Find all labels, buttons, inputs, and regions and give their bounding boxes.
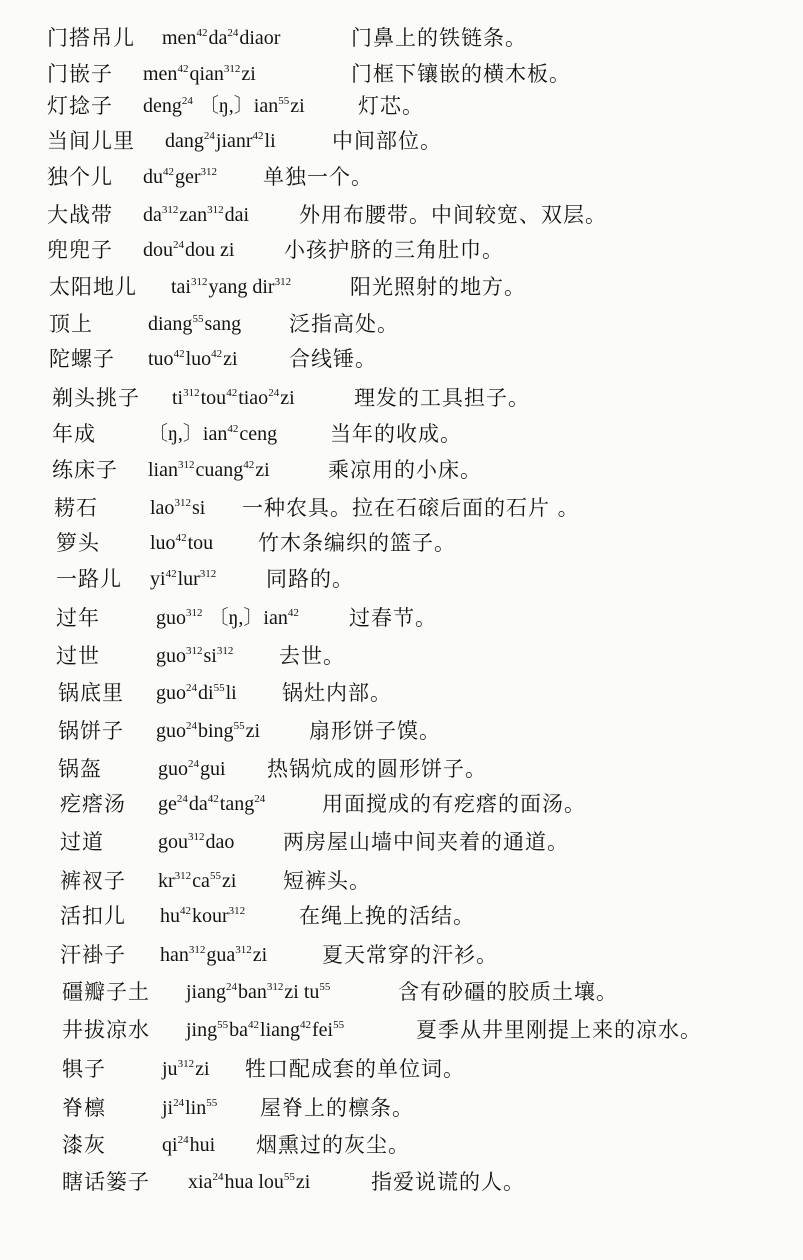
entry-definition: 灯芯。: [358, 94, 424, 118]
syllable: xia: [188, 1171, 213, 1193]
entry-term: 门搭吊儿: [47, 26, 135, 50]
syllable: lin: [185, 1097, 207, 1119]
syllable: zi: [255, 459, 270, 481]
tone-number: 55: [213, 682, 225, 694]
syllable: da: [208, 27, 228, 49]
entry-pronunciation: [158, 787, 266, 824]
syllable: zi: [245, 720, 260, 742]
entry-definition: 竹木条编织的篮子。: [258, 531, 456, 555]
syllable: zi: [295, 1171, 311, 1193]
entry-term: 锅饼子: [58, 719, 124, 743]
entry-pronunciation: [150, 526, 213, 563]
syllable: zi: [195, 1058, 210, 1080]
entry-term: 顶上: [49, 312, 93, 336]
syllable: ca: [192, 870, 210, 892]
tone-number: 42: [173, 348, 185, 360]
entry-term: 当间儿里: [47, 129, 135, 153]
tone-number: 312: [274, 276, 292, 288]
syllable: dou: [143, 239, 173, 261]
entry-pronunciation: [143, 233, 234, 270]
tone-number: 42: [287, 607, 299, 619]
syllable: kr: [158, 870, 175, 892]
tone-number: 42: [165, 568, 177, 580]
tone-number: 312: [177, 1058, 195, 1070]
entry-term: 兜兜子: [47, 238, 113, 262]
entry-pronunciation: [156, 714, 260, 751]
syllable: han: [160, 944, 189, 966]
syllable: zi tu: [284, 981, 320, 1003]
tone-number: 42: [180, 905, 191, 917]
tone-number: 24: [176, 793, 188, 805]
syllable: kour: [192, 905, 229, 927]
entry-pronunciation: [156, 639, 234, 676]
entry-definition: 外用布腰带。中间较宽、双层。: [299, 203, 607, 227]
entry-pronunciation: [160, 899, 246, 936]
tone-number: 42: [175, 532, 187, 544]
entry-pronunciation: [171, 270, 292, 307]
syllable: yang dir: [208, 276, 275, 298]
entry-term: 过世: [56, 644, 100, 668]
entry-definition: 合线锤。: [289, 347, 377, 371]
entry-definition: 门框下镶嵌的横木板。: [351, 62, 571, 86]
entry-term: 瞎话篓子: [62, 1170, 150, 1194]
entry-pronunciation: [148, 342, 238, 379]
entry-term: 疙瘩汤: [60, 792, 126, 816]
tone-number: 42: [226, 387, 238, 399]
tone-number: 24: [227, 27, 239, 39]
entry-definition: 当年的收成。: [330, 422, 462, 446]
syllable: du: [143, 166, 163, 188]
entry-definition: 热锅炕成的圆形饼子。: [267, 757, 487, 781]
tone-number: 42: [196, 27, 208, 39]
entry-definition: 牲口配成套的单位词。: [245, 1057, 465, 1081]
entry-term: 锅盔: [58, 757, 102, 781]
tone-number: 55: [209, 870, 221, 882]
entry-definition: 一种农具。拉在石磙后面的石片 。: [242, 496, 580, 520]
entry-definition: 两房屋山墙中间夹着的通道。: [283, 830, 569, 854]
syllable: lian: [148, 459, 178, 481]
syllable: deng: [143, 95, 182, 117]
entry-term: 门嵌子: [47, 62, 113, 86]
tone-number: 24: [203, 130, 215, 142]
syllable: guo: [156, 645, 186, 667]
entry-term: 太阳地儿: [49, 275, 137, 299]
syllable: zi: [252, 944, 268, 966]
entry-term: 活扣儿: [60, 904, 126, 928]
syllable: 〔ŋ,〕ian: [203, 607, 288, 629]
syllable: zi: [241, 63, 256, 85]
tone-number: 55: [333, 1019, 345, 1031]
syllable: tou: [187, 532, 214, 554]
entry-term: 过道: [60, 830, 104, 854]
syllable: da: [188, 793, 208, 815]
syllable: dai: [224, 204, 250, 226]
entry-term: 一路儿: [56, 567, 122, 591]
syllable: lur: [177, 568, 200, 590]
entry-pronunciation: [158, 864, 236, 901]
syllable: guo: [156, 720, 186, 742]
tone-number: 55: [192, 313, 204, 325]
entry-term: 汗褂子: [60, 943, 126, 967]
tone-number: 42: [207, 793, 219, 805]
tone-number: 42: [227, 423, 239, 435]
entry-pronunciation: [162, 21, 280, 58]
syllable: di: [198, 682, 214, 704]
syllable: ti: [172, 387, 184, 409]
entry-pronunciation: [162, 1052, 210, 1089]
tone-number: 312: [223, 63, 241, 75]
tone-number: 312: [199, 568, 217, 580]
syllable: lao: [150, 497, 175, 519]
entry-definition: 单独一个。: [263, 165, 373, 189]
tone-number: 312: [174, 497, 191, 509]
entry-pronunciation: [186, 975, 331, 1012]
tone-number: 55: [233, 720, 245, 732]
syllable: liang: [260, 1019, 301, 1041]
syllable: diaor: [239, 27, 281, 49]
entry-pronunciation: [188, 1165, 310, 1202]
tone-number: 42: [243, 459, 255, 471]
tone-number: 24: [173, 1097, 185, 1109]
syllable: men: [143, 63, 178, 85]
syllable: jiang: [186, 981, 226, 1003]
syllable: bing: [198, 720, 234, 742]
syllable: tuo: [148, 348, 174, 370]
tone-number: 42: [248, 1019, 260, 1031]
entry-definition: 阳光照射的地方。: [350, 275, 526, 299]
syllable: guo: [156, 607, 186, 629]
entry-definition: 小孩护脐的三角肚巾。: [284, 238, 504, 262]
syllable: hu: [160, 905, 180, 927]
tone-number: 312: [207, 204, 224, 216]
entry-term: 大战带: [47, 203, 113, 227]
entry-pronunciation: [160, 938, 267, 975]
entry-definition: 含有砂礓的胶质土壤。: [398, 980, 618, 1004]
syllable: cuang: [195, 459, 244, 481]
entry-term: 裤衩子: [60, 869, 126, 893]
tone-number: 24: [188, 758, 199, 770]
tone-number: 24: [173, 239, 184, 251]
entry-pronunciation: [150, 562, 217, 599]
tone-number: 42: [163, 166, 174, 178]
entry-term: 脊檩: [62, 1096, 106, 1120]
tone-number: 42: [252, 130, 264, 142]
syllable: gou: [158, 831, 188, 853]
entry-pronunciation: [143, 89, 305, 126]
entry-term: 独个儿: [47, 165, 113, 189]
tone-number: 312: [191, 276, 208, 288]
entry-definition: 过春节。: [349, 606, 437, 630]
entry-definition: 中间部位。: [332, 129, 442, 153]
entry-term: 耢石: [54, 496, 98, 520]
tone-number: 312: [235, 944, 252, 956]
syllable: qi: [162, 1134, 178, 1156]
entry-term: 练床子: [52, 458, 118, 482]
syllable: diang: [148, 313, 193, 335]
entry-definition: 乘凉用的小床。: [328, 458, 482, 482]
entry-pronunciation: [148, 417, 277, 454]
syllable: luo: [150, 532, 176, 554]
syllable: li: [264, 130, 276, 152]
entry-pronunciation: [165, 124, 276, 161]
entry-definition: 指爱说谎的人。: [371, 1170, 525, 1194]
entry-term: 漆灰: [62, 1133, 106, 1157]
tone-number: 312: [186, 607, 203, 619]
tone-number: 312: [228, 905, 246, 917]
syllable: jing: [186, 1019, 218, 1041]
entry-definition: 在绳上挽的活结。: [299, 904, 475, 928]
entry-pronunciation: [162, 1091, 218, 1128]
syllable: ba: [229, 1019, 249, 1041]
syllable: 〔ŋ,〕ian: [193, 95, 279, 117]
tone-number: 42: [300, 1019, 312, 1031]
syllable: hui: [189, 1134, 216, 1156]
tone-number: 312: [186, 645, 203, 657]
syllable: da: [143, 204, 162, 226]
tone-number: 24: [177, 1134, 189, 1146]
tone-number: 24: [212, 1171, 224, 1183]
entry-definition: 门鼻上的铁链条。: [351, 26, 527, 50]
syllable: tiao: [238, 387, 269, 409]
syllable: gui: [200, 758, 226, 780]
tone-number: 312: [183, 387, 200, 399]
entry-term: 陀螺子: [49, 347, 115, 371]
syllable: ban: [238, 981, 267, 1003]
entry-pronunciation: [162, 1128, 215, 1165]
entry-definition: 扇形饼子馍。: [309, 719, 441, 743]
syllable: guo: [158, 758, 188, 780]
entry-definition: 泛指高处。: [289, 312, 399, 336]
syllable: zan: [179, 204, 208, 226]
syllable: hua lou: [224, 1171, 284, 1193]
entry-definition: 烟熏过的灰尘。: [256, 1133, 410, 1157]
entry-term: 剃头挑子: [52, 386, 140, 410]
syllable: dao: [205, 831, 235, 853]
syllable: zi: [280, 387, 295, 409]
entry-pronunciation: [158, 825, 234, 862]
syllable: zi: [223, 348, 238, 370]
syllable: zi: [290, 95, 305, 117]
entry-definition: 锅灶内部。: [282, 681, 392, 705]
entry-term: 箩头: [56, 531, 100, 555]
entry-pronunciation: [148, 307, 241, 344]
entry-pronunciation: [148, 453, 270, 490]
entry-term: 礓瓣子土: [62, 980, 150, 1004]
tone-number: 24: [186, 720, 197, 732]
syllable: si: [203, 645, 217, 667]
syllable: zi: [221, 870, 237, 892]
syllable: ge: [158, 793, 177, 815]
entry-definition: 短裤头。: [283, 869, 371, 893]
syllable: jianr: [215, 130, 253, 152]
tone-number: 24: [254, 793, 266, 805]
syllable: yi: [150, 568, 166, 590]
tone-number: 24: [226, 981, 237, 993]
syllable: guo: [156, 682, 186, 704]
tone-number: 55: [278, 95, 290, 107]
syllable: gua: [206, 944, 236, 966]
syllable: dang: [165, 130, 204, 152]
tone-number: 312: [188, 831, 205, 843]
entry-pronunciation: [156, 676, 237, 713]
syllable: tai: [171, 276, 191, 298]
tone-number: 55: [206, 1097, 218, 1109]
entry-term: 过年: [56, 606, 100, 630]
syllable: ji: [162, 1097, 174, 1119]
syllable: dou zi: [185, 239, 235, 261]
tone-number: 312: [161, 204, 179, 216]
syllable: fei: [312, 1019, 334, 1041]
entry-term: 井拔凉水: [62, 1018, 150, 1042]
entry-pronunciation: [150, 491, 205, 528]
entry-pronunciation: [143, 160, 218, 197]
entry-pronunciation: [143, 198, 249, 235]
tone-number: 42: [211, 348, 223, 360]
tone-number: 312: [174, 870, 192, 882]
tone-number: 312: [266, 981, 284, 993]
syllable: tang: [219, 793, 255, 815]
syllable: ju: [162, 1058, 178, 1080]
tone-number: 24: [186, 682, 197, 694]
entry-definition: 同路的。: [266, 567, 354, 591]
entry-pronunciation: [156, 601, 300, 638]
tone-number: 312: [188, 944, 206, 956]
entry-term: 锅底里: [58, 681, 124, 705]
entry-term: 犋子: [62, 1057, 106, 1081]
syllable: ceng: [239, 423, 278, 445]
entry-definition: 屋脊上的檩条。: [260, 1096, 414, 1120]
syllable: luo: [185, 348, 212, 370]
entry-definition: 夏天常穿的汗衫。: [322, 943, 498, 967]
tone-number: 24: [181, 95, 193, 107]
syllable: tou: [200, 387, 227, 409]
entry-definition: 去世。: [279, 644, 345, 668]
syllable: si: [191, 497, 206, 519]
syllable: men: [162, 27, 197, 49]
entry-term: 年成: [52, 422, 96, 446]
tone-number: 312: [216, 645, 234, 657]
entry-definition: 夏季从井里刚提上来的凉水。: [416, 1018, 702, 1042]
tone-number: 24: [268, 387, 280, 399]
syllable: 〔ŋ,〕ian: [148, 423, 228, 445]
tone-number: 312: [178, 459, 195, 471]
tone-number: 55: [319, 981, 331, 993]
tone-number: 55: [217, 1019, 229, 1031]
tone-number: 312: [200, 166, 218, 178]
entry-definition: 理发的工具担子。: [354, 386, 530, 410]
syllable: ger: [175, 166, 201, 188]
entry-term: 灯捻子: [47, 94, 113, 118]
tone-number: 42: [177, 63, 189, 75]
entry-pronunciation: [186, 1013, 345, 1050]
entry-pronunciation: [158, 752, 226, 789]
syllable: qian: [189, 63, 224, 85]
entry-definition: 用面搅成的有疙瘩的面汤。: [322, 792, 586, 816]
tone-number: 55: [283, 1171, 295, 1183]
syllable: sang: [204, 313, 242, 335]
entry-pronunciation: [172, 381, 295, 418]
syllable: li: [225, 682, 237, 704]
